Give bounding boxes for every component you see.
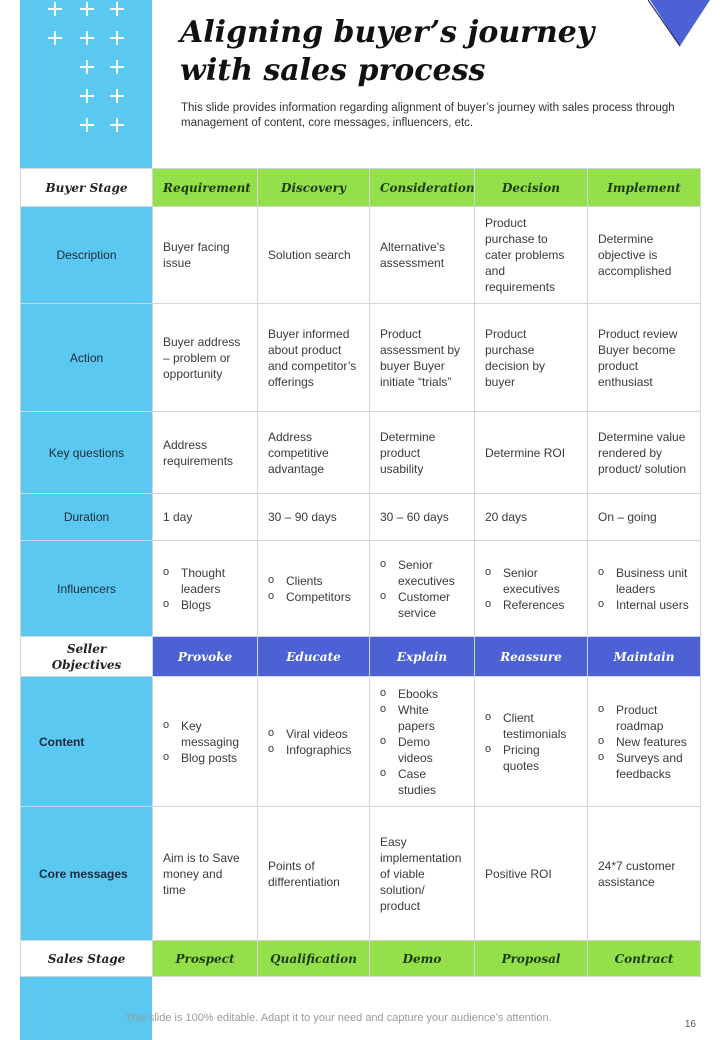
sales-prospect: Prospect xyxy=(153,941,258,977)
stage-requirement: Requirement xyxy=(153,169,258,207)
table-cell: Product purchase to cater problems and requirements xyxy=(475,207,588,304)
key-questions-row xyxy=(21,412,701,494)
table-cell xyxy=(475,541,588,637)
table-cell xyxy=(153,541,258,637)
list-item: o Case studies xyxy=(380,766,464,798)
objective-educate: Educate xyxy=(258,637,370,677)
sales-qualification: Qualification xyxy=(258,941,370,977)
table-cell xyxy=(153,677,258,807)
table-cell xyxy=(588,677,701,807)
plus-icon xyxy=(80,60,94,74)
list-item: o Blog posts xyxy=(163,750,247,766)
list-item: o Blogs xyxy=(163,597,247,613)
row-label-influencers: Influencers xyxy=(21,541,153,637)
table-cell: Buyer informed about product and competitor’s offerings xyxy=(258,304,370,412)
list-item: o Business unit leaders xyxy=(598,565,690,597)
row-label-key-questions: Key questions xyxy=(21,412,153,494)
plus-icon xyxy=(80,2,94,16)
plus-icon xyxy=(110,60,124,74)
table-cell xyxy=(370,541,475,637)
row-label-content: Content xyxy=(21,677,153,807)
table-cell: Product purchase decision by buyer xyxy=(475,304,588,412)
list-item: o Surveys and feedbacks xyxy=(598,750,690,782)
plus-icon xyxy=(110,2,124,16)
row-label-duration: Duration xyxy=(21,494,153,541)
table-cell: Determine objective is accomplished xyxy=(588,207,701,304)
bullet-list xyxy=(598,702,690,782)
bullet-list xyxy=(163,718,247,766)
table-cell: Determine product usability xyxy=(370,412,475,494)
table-cell: Buyer address – problem or opportunity xyxy=(153,304,258,412)
plus-icon xyxy=(80,89,94,103)
buyer-stage-header-row xyxy=(21,169,701,207)
plus-pattern xyxy=(44,0,134,140)
list-item: o Customer service xyxy=(380,589,464,621)
table-cell xyxy=(370,677,475,807)
table-cell: Determine ROI xyxy=(475,412,588,494)
table-cell: Points of differentiation xyxy=(258,807,370,941)
bullet-list xyxy=(380,686,464,798)
sales-proposal: Proposal xyxy=(475,941,588,977)
list-item: o Pricing quotes xyxy=(485,742,577,774)
table-cell: 24*7 customer assistance xyxy=(588,807,701,941)
plus-icon xyxy=(80,31,94,45)
table-cell: 20 days xyxy=(475,494,588,541)
objective-explain: Explain xyxy=(370,637,475,677)
table-cell xyxy=(588,541,701,637)
table-cell: On – going xyxy=(588,494,701,541)
bullet-list xyxy=(163,565,247,613)
table-cell: 30 – 90 days xyxy=(258,494,370,541)
objective-reassure: Reassure xyxy=(475,637,588,677)
list-item: o Client testimonials xyxy=(485,710,577,742)
table-cell: Easy implementation of viable solution/ product xyxy=(370,807,475,941)
table-cell: Address competitive advantage xyxy=(258,412,370,494)
row-label-core-messages: Core messages xyxy=(21,807,153,941)
table-cell xyxy=(258,541,370,637)
table-cell: 30 – 60 days xyxy=(370,494,475,541)
sales-stage-label: Sales Stage xyxy=(21,941,153,977)
list-item: o Product roadmap xyxy=(598,702,690,734)
table-cell: Product assessment by buyer Buyer initiate “trials” xyxy=(370,304,475,412)
objective-maintain: Maintain xyxy=(588,637,701,677)
list-item: o Infographics xyxy=(268,742,359,758)
influencers-row xyxy=(21,541,701,637)
sales-demo: Demo xyxy=(370,941,475,977)
bullet-list xyxy=(380,557,464,621)
bullet-list xyxy=(598,565,690,613)
table-cell: Positive ROI xyxy=(475,807,588,941)
table-cell: Address requirements xyxy=(153,412,258,494)
plus-icon xyxy=(110,118,124,132)
list-item: o Senior executives xyxy=(485,565,577,597)
slide-title: Aligning buyer’s journey with sales process xyxy=(180,15,595,88)
table-cell: Product review Buyer become product enthusiast xyxy=(588,304,701,412)
description-row xyxy=(21,207,701,304)
list-item: o Senior executives xyxy=(380,557,464,589)
duration-row xyxy=(21,494,701,541)
core-messages-row xyxy=(21,807,701,941)
seller-objectives-label: Seller Objectives xyxy=(21,637,153,677)
row-label-description: Description xyxy=(21,207,153,304)
table-cell: 1 day xyxy=(153,494,258,541)
table-cell: Alternative's assessment xyxy=(370,207,475,304)
sales-contract: Contract xyxy=(588,941,701,977)
slide-subtitle: This slide provides information regarding alignment of buyer’s journey with sales process through management of content, core messages, influencers, etc. xyxy=(181,102,675,129)
list-item: o Thought leaders xyxy=(163,565,247,597)
bullet-list xyxy=(268,726,359,758)
table-cell: Solution search xyxy=(258,207,370,304)
bullet-list xyxy=(268,573,359,605)
list-item: o White papers xyxy=(380,702,464,734)
journey-table xyxy=(20,168,701,977)
stage-consideration: Consideration xyxy=(370,169,475,207)
plus-icon xyxy=(48,2,62,16)
plus-icon xyxy=(48,31,62,45)
page-number: 16 xyxy=(684,1019,696,1030)
stage-decision: Decision xyxy=(475,169,588,207)
footer-note: This slide is 100% editable. Adapt it to your need and capture your audience’s attention. xyxy=(125,1012,552,1024)
sales-stage-header-row xyxy=(21,941,701,977)
table-cell: Buyer facing issue xyxy=(153,207,258,304)
bullet-list xyxy=(485,710,577,774)
list-item: o Viral videos xyxy=(268,726,359,742)
plus-icon xyxy=(80,118,94,132)
list-item: o Internal users xyxy=(598,597,690,613)
row-label-action: Action xyxy=(21,304,153,412)
table-cell: Aim is to Save money and time xyxy=(153,807,258,941)
list-item: o Ebooks xyxy=(380,686,464,702)
table-cell: Determine value rendered by product/ solution xyxy=(588,412,701,494)
content-row xyxy=(21,677,701,807)
list-item: o Clients xyxy=(268,573,359,589)
buyer-stage-label: Buyer Stage xyxy=(21,169,153,207)
seller-objectives-header-row xyxy=(21,637,701,677)
plus-icon xyxy=(110,89,124,103)
stage-implement: Implement xyxy=(588,169,701,207)
table-cell xyxy=(258,677,370,807)
list-item: o References xyxy=(485,597,577,613)
action-row xyxy=(21,304,701,412)
objective-provoke: Provoke xyxy=(153,637,258,677)
list-item: o Demo videos xyxy=(380,734,464,766)
bullet-list xyxy=(485,565,577,613)
stage-discovery: Discovery xyxy=(258,169,370,207)
table-cell xyxy=(475,677,588,807)
list-item: o New features xyxy=(598,734,690,750)
list-item: o Key messaging xyxy=(163,718,247,750)
corner-triangle-icon xyxy=(648,0,712,48)
plus-icon xyxy=(110,31,124,45)
list-item: o Competitors xyxy=(268,589,359,605)
